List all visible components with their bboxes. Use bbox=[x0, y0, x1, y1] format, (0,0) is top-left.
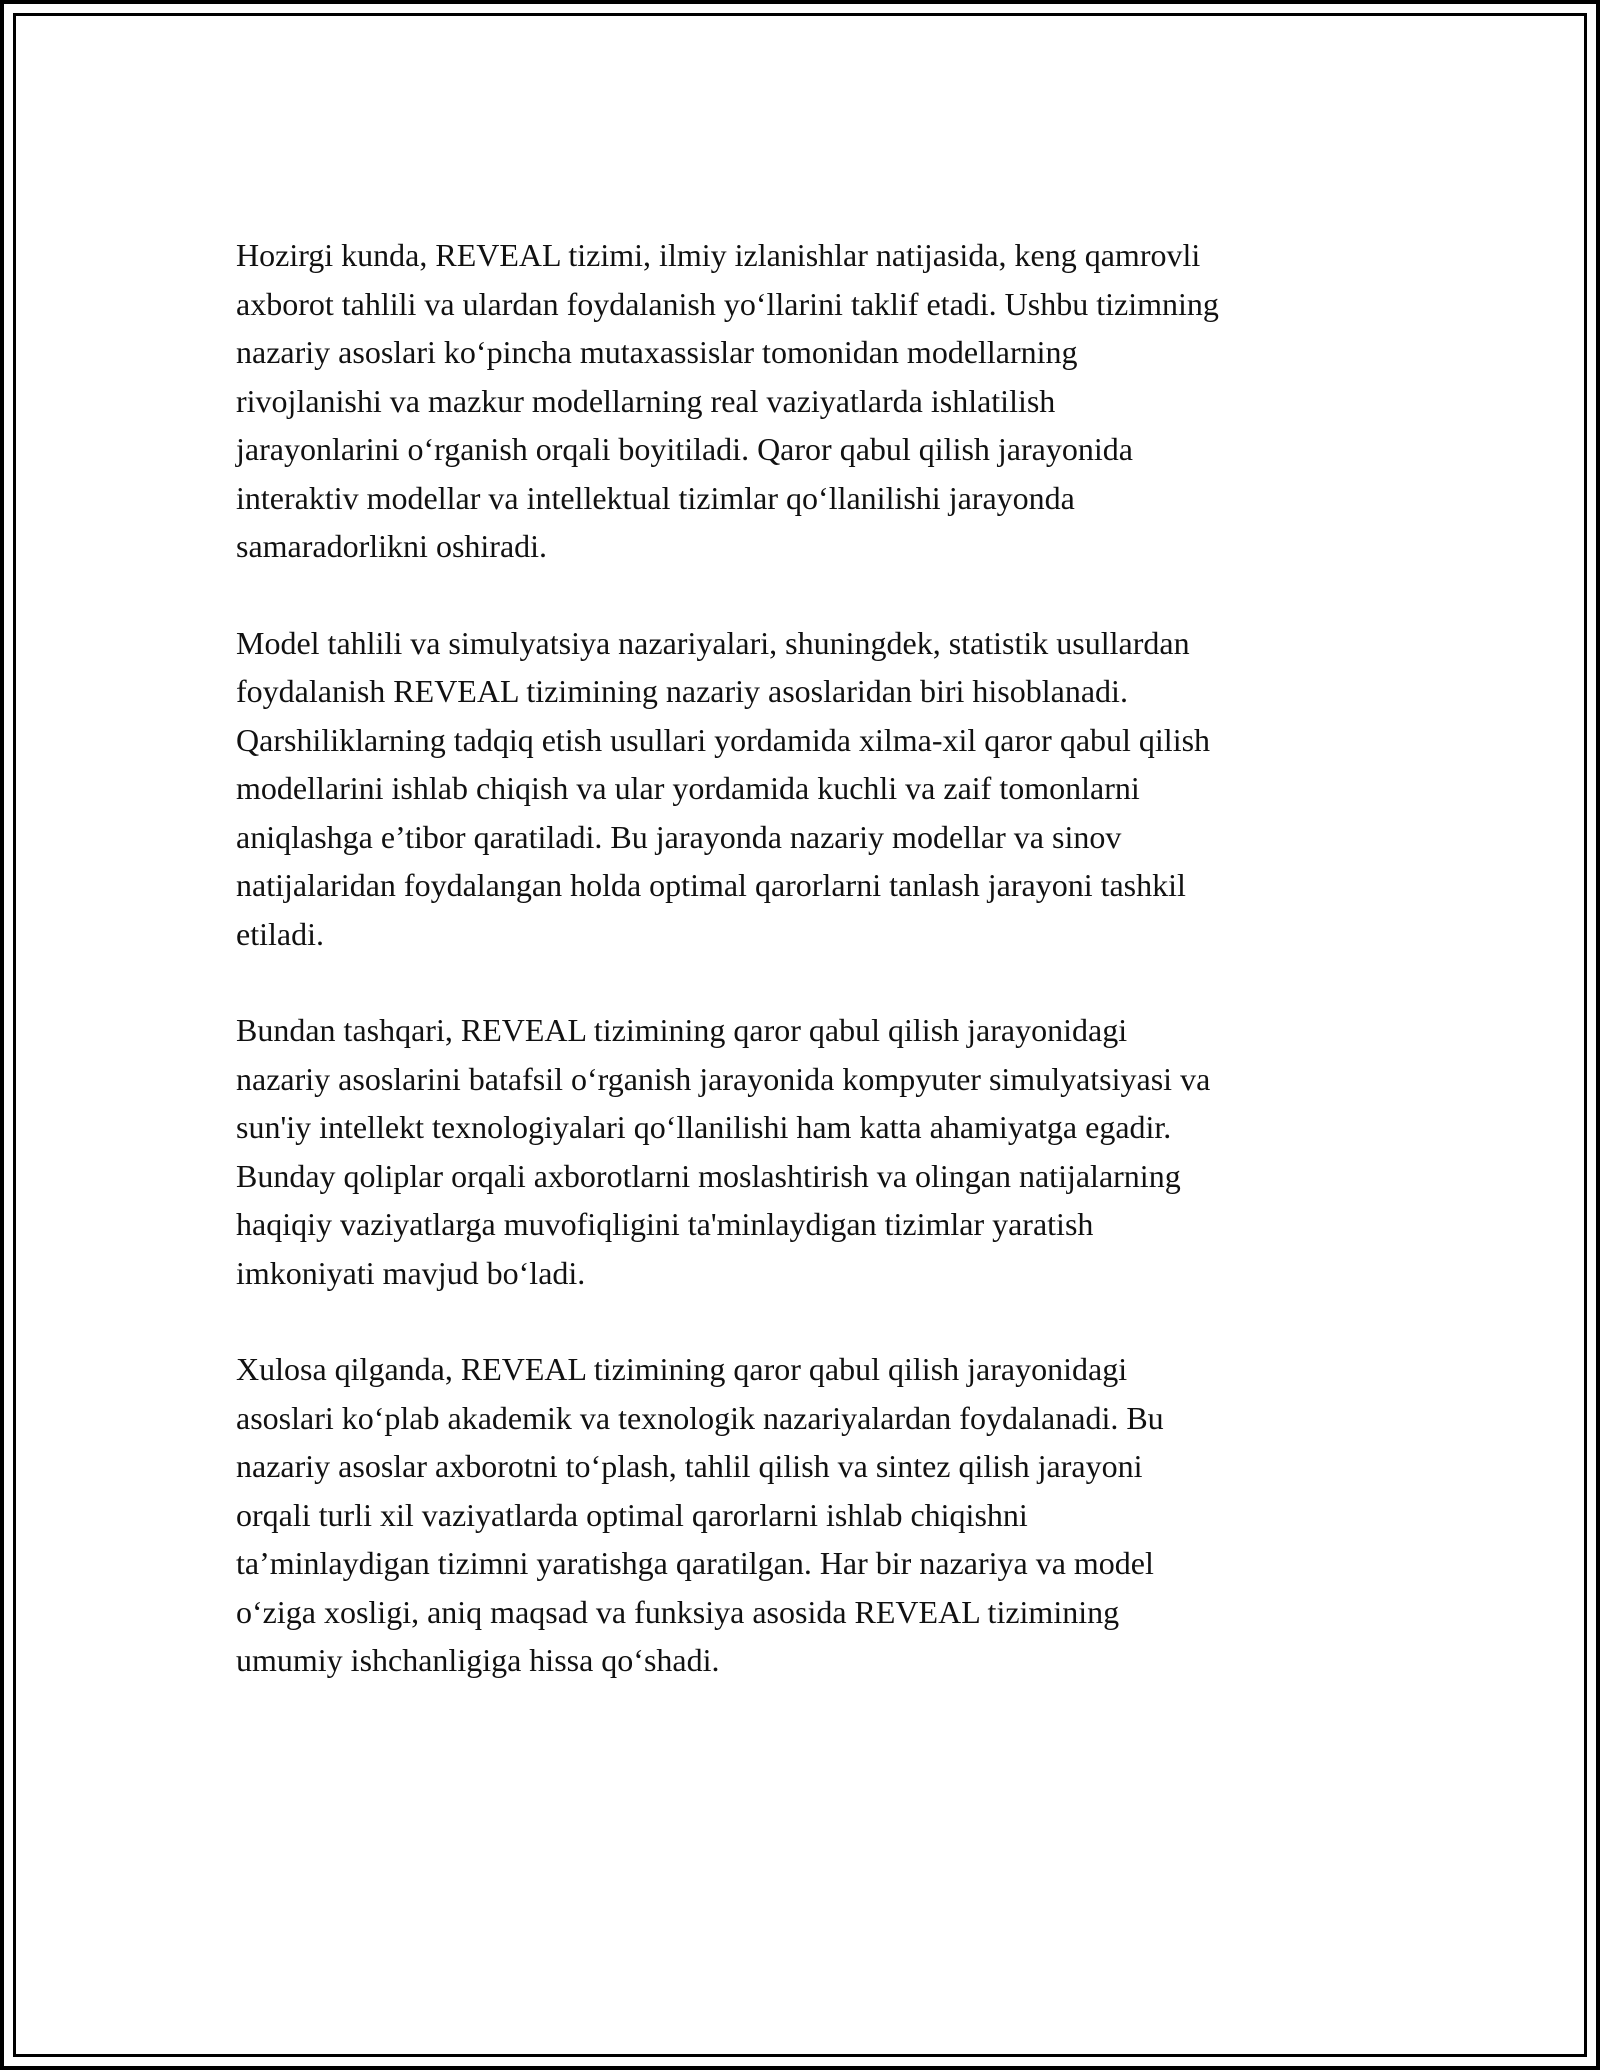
paragraph-model-analysis: Model tahlili va simulyatsiya nazariyalari, shuningdek, statistik usullardan foydalanish REVEAL tizimining nazariy asoslaridan biri hisoblanadi. Qarshiliklarning tadqiq etish usullari yordamida xilma-xil qaror qabul qilish modellarini ishlab chiqish va ular yordamida kuchli va zaif tomonlarni aniqlashga e’tibor qaratiladi. Bu jarayonda nazariy modellar va sinov natijalaridan foydalangan holda optimal qarorlarni tanlash jarayoni tashkil etiladi. bbox=[236, 624, 1211, 952]
paragraph-conclusion: Xulosa qilganda, REVEAL tizimining qaror qabul qilish jarayonidagi asoslari ko‘plab akademik va texnologik nazariyalardan foydalanadi. Bu nazariy asoslar axborotni to‘plash, tahlil qilish va sintez qilish jarayoni orqali turli xil vaziyatlarda optimal qarorlarni ishlab chiqishni ta’minlaydigan tizimni yaratishga qaratilgan. Har bir nazariya va model o‘ziga xosligi, aniq maqsad va funksiya asosida REVEAL tizimining umumiy ishchanligiga hissa qo‘shadi. bbox=[236, 1351, 1164, 1678]
document-body bbox=[236, 231, 1386, 1733]
paragraph-simulation-ai: Bundan tashqari, REVEAL tizimining qaror qabul qilish jarayonidagi nazariy asoslarini batafsil o‘rganish jarayonida kompyuter simulyatsiyasi va sun'iy intellekt texnologiyalari qo‘llanilishi ham katta ahamiyatga egadir. Bunday qoliplar orqali axborotlarni moslashtirish va olingan natijalarning haqiqiy vaziyatlarga muvofiqligini ta'minlaydigan tizimlar yaratish imkoniyati mavjud bo‘ladi. bbox=[236, 1012, 1211, 1291]
paragraph-intro: Hozirgi kunda, REVEAL tizimi, ilmiy izlanishlar natijasida, keng qamrovli axborot tahlili va ulardan foydalanish yo‘llarini taklif etadi. Ushbu tizimning nazariy asoslari ko‘pincha mutaxassislar tomonidan modellarning rivojlanishi va mazkur modellarning real vaziyatlarda ishlatilish jarayonlarini o‘rganish orqali boyitiladi. Qaror qabul qilish jarayonida interaktiv modellar va intellektual tizimlar qo‘llanilishi jarayonda samaradorlikni oshiradi. bbox=[236, 237, 1219, 564]
